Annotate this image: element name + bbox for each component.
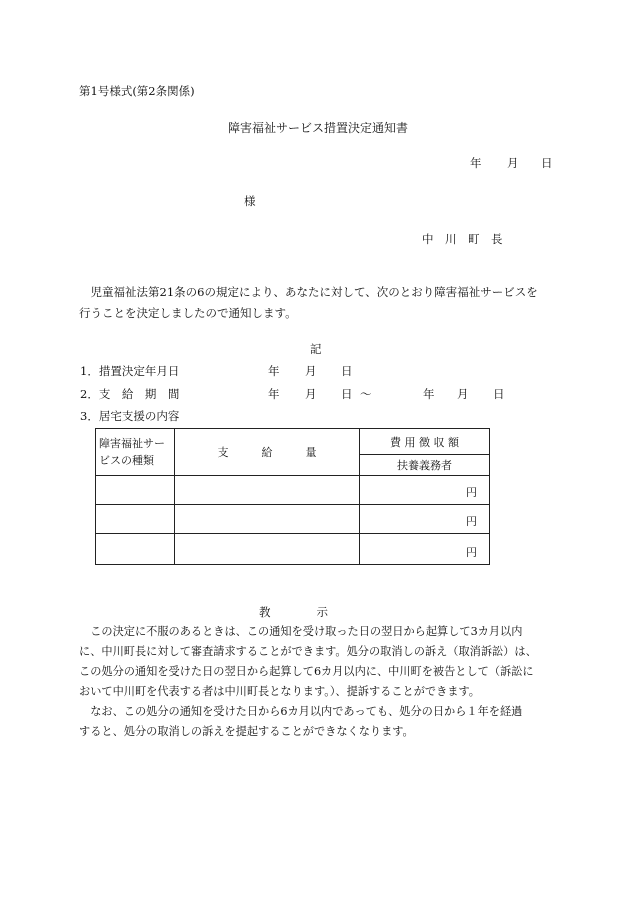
intro-paragraph <box>79 282 559 324</box>
form-number: 第1号様式(第2条関係) <box>79 84 195 98</box>
fee-cell[interactable]: 円 <box>360 476 490 505</box>
fee-cell[interactable]: 円 <box>360 534 490 565</box>
fee-cell[interactable]: 円 <box>360 505 490 534</box>
amount-cell[interactable] <box>175 476 360 505</box>
date-year: 年 <box>470 156 482 170</box>
recipient-suffix: 様 <box>244 194 256 208</box>
item-decision-date-label: 1．措置決定年月日 <box>80 364 180 378</box>
item-content-label: 3．居宅支援の内容 <box>80 409 180 423</box>
item-period-year2: 年 <box>423 387 435 401</box>
service-type-cell[interactable] <box>96 534 175 565</box>
table-row <box>96 476 490 505</box>
amount-cell[interactable] <box>175 534 360 565</box>
notice-line: おいて中川町を代表する者は中川町長となります。）、提訴することができます。 <box>79 685 480 698</box>
notice-line: に、中川町長に対して審査請求することができます。処分の取消しの訴え（取消訴訟）は、 <box>79 645 537 658</box>
date-month: 月 <box>507 156 519 170</box>
item-period-month2: 月 <box>457 387 469 401</box>
service-table <box>95 428 490 565</box>
item-period-tilde: ～ <box>360 387 372 401</box>
item-decision-date-month: 月 <box>305 364 317 378</box>
table-row <box>96 534 490 565</box>
notice-body <box>79 622 569 742</box>
header-payer: 扶養義務者 <box>360 455 490 476</box>
issuer: 中 川 町 長 <box>422 232 503 246</box>
amount-cell[interactable] <box>175 505 360 534</box>
header-service-type <box>96 429 175 476</box>
notice-line: なお、この処分の通知を受けた日から6カ月以内であっても、処分の日から１年を経過 <box>79 705 523 718</box>
header-service-type-line-1: 障害福祉サー <box>99 437 165 450</box>
ki-heading: 記 <box>310 342 322 356</box>
item-decision-date-year: 年 <box>268 364 280 378</box>
intro-line-1: 児童福祉法第21条の6の規定により、あなたに対して、次のとおり障害福祉サービスを <box>79 285 538 299</box>
service-type-cell[interactable] <box>96 476 175 505</box>
document-title: 障害福祉サービス措置決定通知書 <box>228 121 409 135</box>
date-day: 日 <box>541 156 553 170</box>
item-decision-date-day: 日 <box>341 364 353 378</box>
header-service-type-line-2: ビスの種類 <box>99 454 154 467</box>
item-period-label: 2．支 給 期 間 <box>80 387 180 401</box>
intro-line-2: 行うことを決定しましたので通知します。 <box>79 306 297 320</box>
service-type-cell[interactable] <box>96 505 175 534</box>
table-row <box>96 505 490 534</box>
item-period-day: 日 <box>341 387 353 401</box>
item-period-month: 月 <box>305 387 317 401</box>
notice-line: すると、処分の取消しの訴えを提起することができなくなります。 <box>79 725 414 738</box>
item-period-year: 年 <box>268 387 280 401</box>
notice-line: この処分の通知を受けた日の翌日から起算して6カ月以内に、中川町を被告として（訴訟に <box>79 665 534 678</box>
header-fee: 費 用 徴 収 額 <box>360 429 490 455</box>
notice-line: この決定に不服のあるときは、この通知を受け取った日の翌日から起算して3カ月以内 <box>79 625 523 638</box>
notice-title: 教 示 <box>259 605 328 619</box>
header-amount: 支 給 量 <box>175 429 360 476</box>
item-period-day2: 日 <box>493 387 505 401</box>
